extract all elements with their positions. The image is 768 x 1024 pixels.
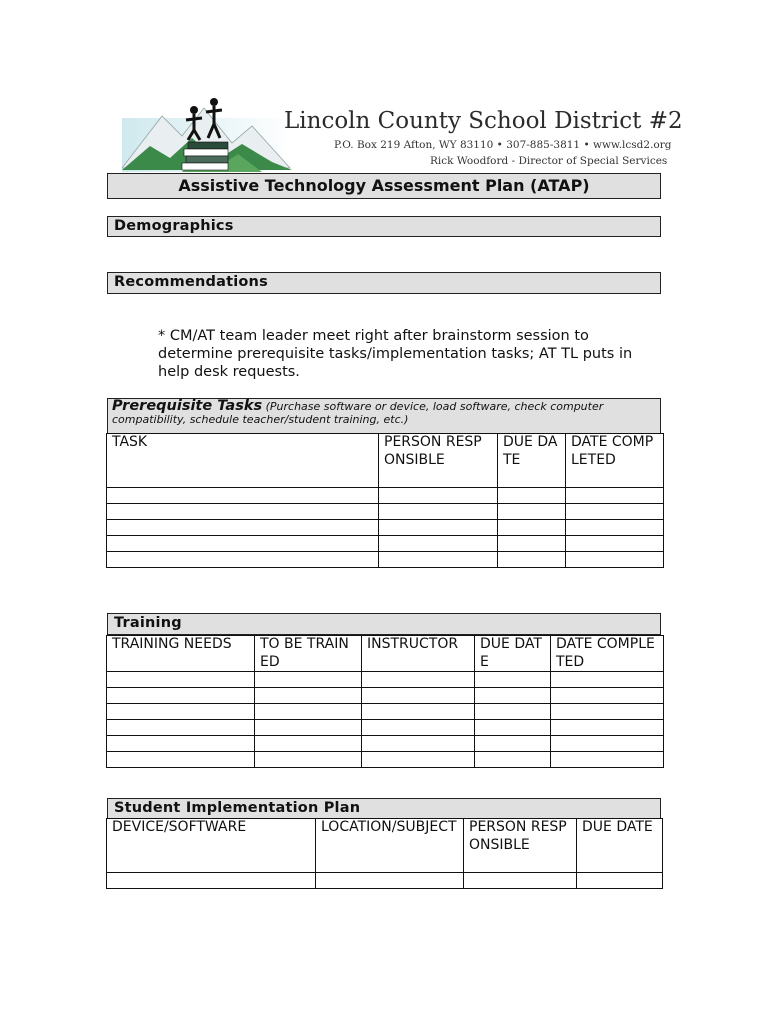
table-cell[interactable] [107, 873, 316, 889]
table-cell[interactable] [255, 688, 362, 704]
table-cell[interactable] [551, 704, 664, 720]
table-cell[interactable] [475, 704, 551, 720]
table-cell[interactable] [551, 688, 664, 704]
prerequisite-tasks-table [106, 433, 664, 568]
column-header: DATE COMPLETED [566, 434, 664, 488]
prerequisite-tasks-hint: (Purchase software or device, load software, check computer compatibility, schedule teacher/student training, etc.) [112, 400, 604, 426]
table-cell[interactable] [107, 520, 379, 536]
demographics-header [107, 216, 661, 237]
prerequisite-empty-rows [107, 488, 664, 568]
table-cell[interactable] [107, 504, 379, 520]
table-cell[interactable] [475, 688, 551, 704]
training-header [107, 613, 661, 635]
implementation-plan-header [107, 798, 661, 819]
table-row [107, 688, 664, 704]
table-cell[interactable] [498, 520, 566, 536]
table-cell[interactable] [475, 672, 551, 688]
table-cell[interactable] [464, 873, 577, 889]
column-header: DUE DATE [498, 434, 566, 488]
table-cell[interactable] [362, 736, 475, 752]
column-header: TASK [107, 434, 379, 488]
table-row [107, 672, 664, 688]
table-cell[interactable] [107, 488, 379, 504]
document-title-bar [107, 173, 661, 199]
table-cell[interactable] [551, 720, 664, 736]
recommendations-header [107, 272, 661, 294]
table-cell[interactable] [362, 688, 475, 704]
table-cell[interactable] [475, 720, 551, 736]
table-cell[interactable] [475, 736, 551, 752]
table-cell[interactable] [475, 752, 551, 768]
implementation-plan-label: Student Implementation Plan [114, 800, 361, 816]
district-logo-icon [122, 88, 292, 172]
training-label: Training [114, 615, 182, 631]
district-address: P.O. Box 219 Afton, WY 83110 • 307-885-3811 • www.lcsd2.org [334, 139, 672, 151]
document-title: Assistive Technology Assessment Plan (ATAP) [178, 176, 590, 195]
table-cell[interactable] [551, 736, 664, 752]
table-cell[interactable] [255, 720, 362, 736]
table-cell[interactable] [362, 720, 475, 736]
table-cell[interactable] [566, 536, 664, 552]
table-cell[interactable] [362, 752, 475, 768]
table-row [107, 552, 664, 568]
training-empty-rows [107, 672, 664, 768]
table-header-row [107, 434, 664, 488]
table-cell[interactable] [107, 704, 255, 720]
table-header-row [107, 819, 663, 873]
district-name: Lincoln County School District #2 [284, 108, 683, 134]
table-cell[interactable] [255, 736, 362, 752]
column-header: DUE DATE [577, 819, 663, 873]
table-row [107, 704, 664, 720]
table-cell[interactable] [107, 552, 379, 568]
table-cell[interactable] [107, 536, 379, 552]
prerequisite-tasks-title: Prerequisite Tasks [112, 398, 263, 414]
table-cell[interactable] [107, 752, 255, 768]
table-cell[interactable] [107, 672, 255, 688]
table-cell[interactable] [255, 752, 362, 768]
table-cell[interactable] [107, 736, 255, 752]
table-cell[interactable] [498, 488, 566, 504]
table-cell[interactable] [566, 520, 664, 536]
demographics-label: Demographics [114, 218, 234, 234]
table-row [107, 488, 664, 504]
column-header: DUE DATE [475, 636, 551, 672]
table-cell[interactable] [107, 688, 255, 704]
table-row [107, 536, 664, 552]
table-cell[interactable] [379, 488, 498, 504]
column-header: PERSON RESPONSIBLE [464, 819, 577, 873]
implementation-plan-table [106, 818, 663, 889]
column-header: DEVICE/SOFTWARE [107, 819, 316, 873]
table-cell[interactable] [379, 552, 498, 568]
training-table [106, 635, 664, 768]
column-header: INSTRUCTOR [362, 636, 475, 672]
table-cell[interactable] [566, 552, 664, 568]
table-row [107, 504, 664, 520]
table-row [107, 736, 664, 752]
table-cell[interactable] [379, 504, 498, 520]
prerequisite-tasks-header [107, 398, 661, 434]
table-cell[interactable] [379, 520, 498, 536]
table-cell[interactable] [551, 672, 664, 688]
table-cell[interactable] [255, 672, 362, 688]
table-cell[interactable] [551, 752, 664, 768]
table-cell[interactable] [498, 552, 566, 568]
column-header: DATE COMPLETED [551, 636, 664, 672]
table-cell[interactable] [107, 720, 255, 736]
table-row [107, 873, 663, 889]
table-cell[interactable] [566, 488, 664, 504]
table-cell[interactable] [498, 504, 566, 520]
table-cell[interactable] [379, 536, 498, 552]
table-row [107, 752, 664, 768]
table-cell[interactable] [362, 672, 475, 688]
table-cell[interactable] [362, 704, 475, 720]
table-header-row [107, 636, 664, 672]
column-header: LOCATION/SUBJECT [316, 819, 464, 873]
table-cell[interactable] [577, 873, 663, 889]
letterhead [122, 88, 683, 172]
table-cell[interactable] [255, 704, 362, 720]
implementation-empty-rows [107, 873, 663, 889]
recommendations-label: Recommendations [114, 274, 268, 290]
prerequisite-tasks-hint-block [112, 400, 654, 426]
column-header: TRAINING NEEDS [107, 636, 255, 672]
table-cell[interactable] [498, 536, 566, 552]
table-row [107, 520, 664, 536]
table-cell[interactable] [316, 873, 464, 889]
column-header: PERSON RESPONSIBLE [379, 434, 498, 488]
recommendation-note: * CM/AT team leader meet right after brainstorm session to determine prerequisite tasks/implementation tasks; AT TL puts in help desk requests. [158, 328, 633, 380]
table-row [107, 720, 664, 736]
director-line: Rick Woodford - Director of Special Services [430, 155, 668, 167]
column-header: TO BE TRAINED [255, 636, 362, 672]
table-cell[interactable] [566, 504, 664, 520]
